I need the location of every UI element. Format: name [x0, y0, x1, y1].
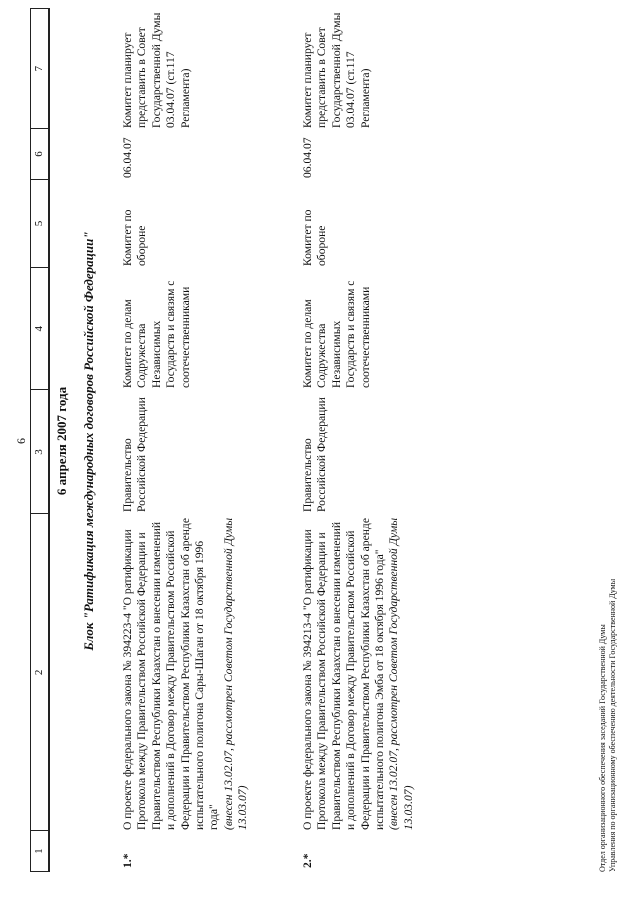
row-description-cell: [121, 514, 251, 830]
row-number: 2.*: [301, 853, 314, 868]
bill-description: О проекте федерального закона № 394223-4 "О ратификации Протокола между Правительством Российской Федерации и Правительством Республики Казахстан о внесении изменений и дополнений в Договор между Правительством Российской Федерации и Правительством Республики Казахстан об аренде испытательного полигона Сары-Шаган от 18 октября 1996 года": [121, 518, 221, 830]
bill-note: (внесен 13.02.07, рассмотрен Советом Государственной Думы 13.03.07): [221, 517, 250, 830]
page-number: 6: [14, 438, 28, 444]
block-heading: Блок "Ратификация международных договоров Российской Федерации": [81, 231, 96, 651]
row-number: 1.*: [121, 853, 134, 868]
initiator-cell: Правительство Российской Федерации: [121, 397, 149, 512]
column-header-2: 2: [31, 514, 48, 831]
column-header-1: 1: [31, 830, 48, 871]
committee-cell: Комитет по делам Содружества Независимых Государств и связям с соотечественниками: [301, 280, 372, 388]
column-header-row: [30, 8, 50, 872]
row-description-cell: [301, 514, 416, 830]
footer-line-2: Управления по организационному обеспечению деятельности Государственной Думы: [608, 578, 617, 872]
co-committee-cell: Комитет по обороне: [301, 209, 329, 266]
date-cell: 06.04.07: [121, 137, 134, 178]
bill-description: О проекте федерального закона № 394213-4 "О ратификации Протокола между Правительством Российской Федерации и Правительством Республики Казахстан о внесении изменений и дополнений в Договор между Правительством Российской Федерации и Правительством Республики Казахстан об аренде испытательного полигона Эмба от 18 октября 1996 года": [301, 518, 387, 830]
footer: [598, 579, 618, 872]
column-header-4: 4: [31, 267, 48, 389]
initiator-cell: Правительство Российской Федерации: [301, 397, 329, 512]
date-cell: 06.04.07: [301, 137, 314, 178]
column-header-3: 3: [31, 389, 48, 513]
table-row: [121, 10, 291, 872]
bill-note: (внесен 13.02.07, рассмотрен Советом Государственной Думы 13.03.07): [387, 517, 415, 830]
co-committee-cell: Комитет по обороне: [121, 209, 149, 266]
remark-cell: Комитет планирует представить в Совет Государственной Думы 03.04.07 (ст.117 Регламента): [121, 12, 192, 128]
column-header-6: 6: [31, 128, 48, 179]
table-row: [301, 10, 471, 872]
column-header-5: 5: [31, 179, 48, 267]
date-heading: 6 апреля 2007 года: [54, 386, 69, 496]
footer-line-1: Отдел организационного обеспечения заседаний Государственной Думы: [598, 624, 607, 872]
committee-cell: Комитет по делам Содружества Независимых Государств и связям с соотечественниками: [121, 280, 192, 388]
remark-cell: Комитет планирует представить в Совет Государственной Думы 03.04.07 (ст.117 Регламента): [301, 12, 372, 128]
column-header-7: 7: [33, 65, 45, 72]
